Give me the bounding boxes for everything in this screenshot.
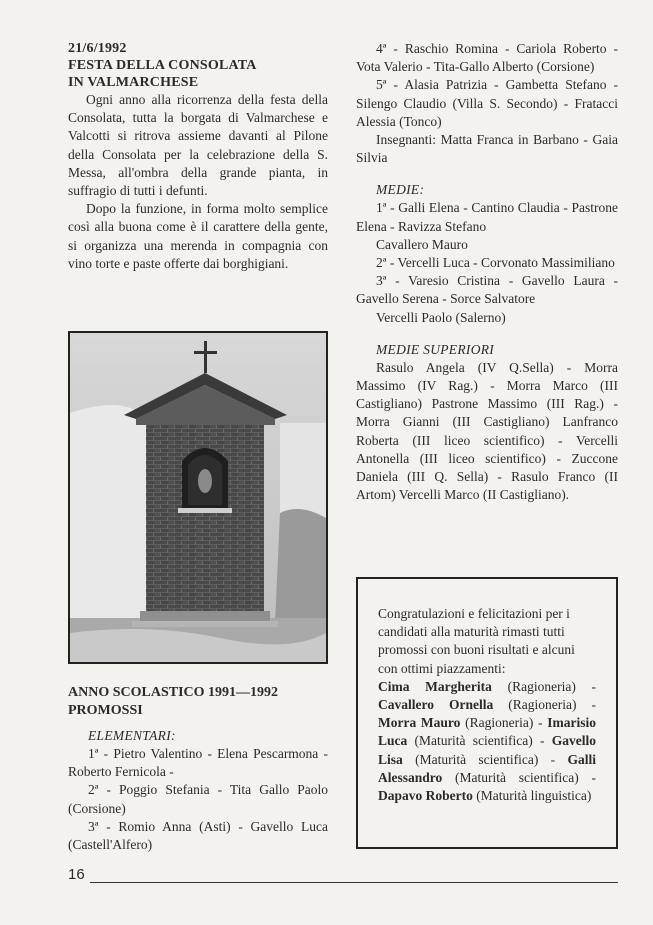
footer-rule [90,882,618,883]
graduate-name: Imarisio Luca [378,715,596,749]
superiori-text: Rasulo Angela (IV Q.Sella) - Morra Massimo (IV Rag.) - Morra Marco (III Castigliano) Pastrone Massimo (III Rag.) - Morra Gianni (III Castigliano) Lanfranco Roberta (III liceo scientifico) - Vercelli Antonella (III liceo scientifico) - Zuccone Daniela (III Q. Sella) - Rasulo Franco (II Artom) Vercelli Marco (II Castigliano). [356,359,618,503]
article [68,40,328,273]
congratulations-box [356,577,618,849]
graduate-detail: (Maturità scientifica) - [442,769,596,785]
superiori-label: MEDIE SUPERIORI [376,341,495,357]
shrine-photo-icon [70,333,326,662]
graduate-detail: (Maturità scientifica) - [407,733,552,749]
box-entries [378,678,596,805]
list-item: 1ª - Pietro Valentino - Elena Pescarmona - Roberto Fernicola - [68,746,328,780]
article-title-line2: IN VALMARCHESE [68,75,199,90]
graduate-detail: (Ragioneria) - [493,697,596,713]
graduate-name: Morra Mauro [378,715,461,731]
elementari-list [68,727,328,854]
page-number: 16 [68,866,85,883]
list-item: 2ª - Poggio Stefania - Tita Gallo Paolo (Corsione) [68,782,328,816]
list-item: Vercelli Paolo (Salerno) [376,309,506,325]
list-item: 3ª - Romio Anna (Asti) - Gavello Luca (Castell'Alfero) [68,818,328,853]
list-item: 3ª - Varesio Cristina - Gavello Laura - Gavello Serena - Sorce Salvatore [356,273,618,307]
list-item: 4ª - Raschio Romina - Cariola Roberto - Vota Valerio - Tita-Gallo Alberto (Corsione) [356,41,618,75]
graduate-name: Cavallero Ornella [378,697,494,713]
graduate-detail: (Ragioneria) - [491,678,596,694]
list-item: Cavallero Mauro [376,236,468,252]
article-date: 21/6/1992 [68,41,127,56]
page-footer [68,864,618,888]
school-heading [68,684,328,720]
graduate-name: Gavello Lisa [378,733,596,767]
box-intro: Congratulazioni e felicitazioni per i candidati alla maturità rimasti tutti promossi con buoni risultati e alcuni con ottimi piazzamenti: [378,606,575,676]
graduate-detail: (Maturità linguistica) [472,788,592,804]
school-heading-line2: PROMOSSI [68,703,143,718]
graduate-name: Cima Margherita [378,678,492,694]
school-heading-line1: ANNO SCOLASTICO 1991—1992 [68,685,279,700]
graduate-name: Dapavo Roberto [378,788,473,804]
list-item: Insegnanti: Matta Franca in Barbano - Gaia Silvia [356,132,618,166]
shrine-photo [68,331,328,664]
article-title-line1: FESTA DELLA CONSOLATA [68,58,257,73]
graduate-detail: (Maturità scientifica) - [402,751,568,767]
right-column [356,40,618,504]
graduate-name: Galli Alessandro [378,751,596,785]
list-item: 5ª - Alasia Patrizia - Gambetta Stefano - Silengo Claudio (Villa S. Secondo) - Fratacci Alessia (Tonco) [356,77,618,129]
graduate-detail: (Ragioneria) - [460,715,548,731]
list-item: 2ª - Vercelli Luca - Corvonato Massimiliano [376,255,615,271]
medie-label: MEDIE: [376,182,425,198]
list-item: 1ª - Galli Elena - Cantino Claudia - Pastrone Elena - Ravizza Stefano [356,200,618,234]
elementari-label: ELEMENTARI: [88,728,176,743]
article-paragraph: Ogni anno alla ricorrenza della festa della Consolata, tutta la borgata di Valmarchese e Valcotti si ritrova assieme davanti al Pilone della Consolata per la celebrazione della S. Messa, all'ombra della grande pianta, in suffragio di tutti i defunti. [68,92,328,199]
article-paragraph: Dopo la funzione, in forma molto semplice così alla buona come è il carattere della gente, si organizza una merenda in compagnia con vino torte e paste offerte dai borghigiani. [68,201,328,271]
